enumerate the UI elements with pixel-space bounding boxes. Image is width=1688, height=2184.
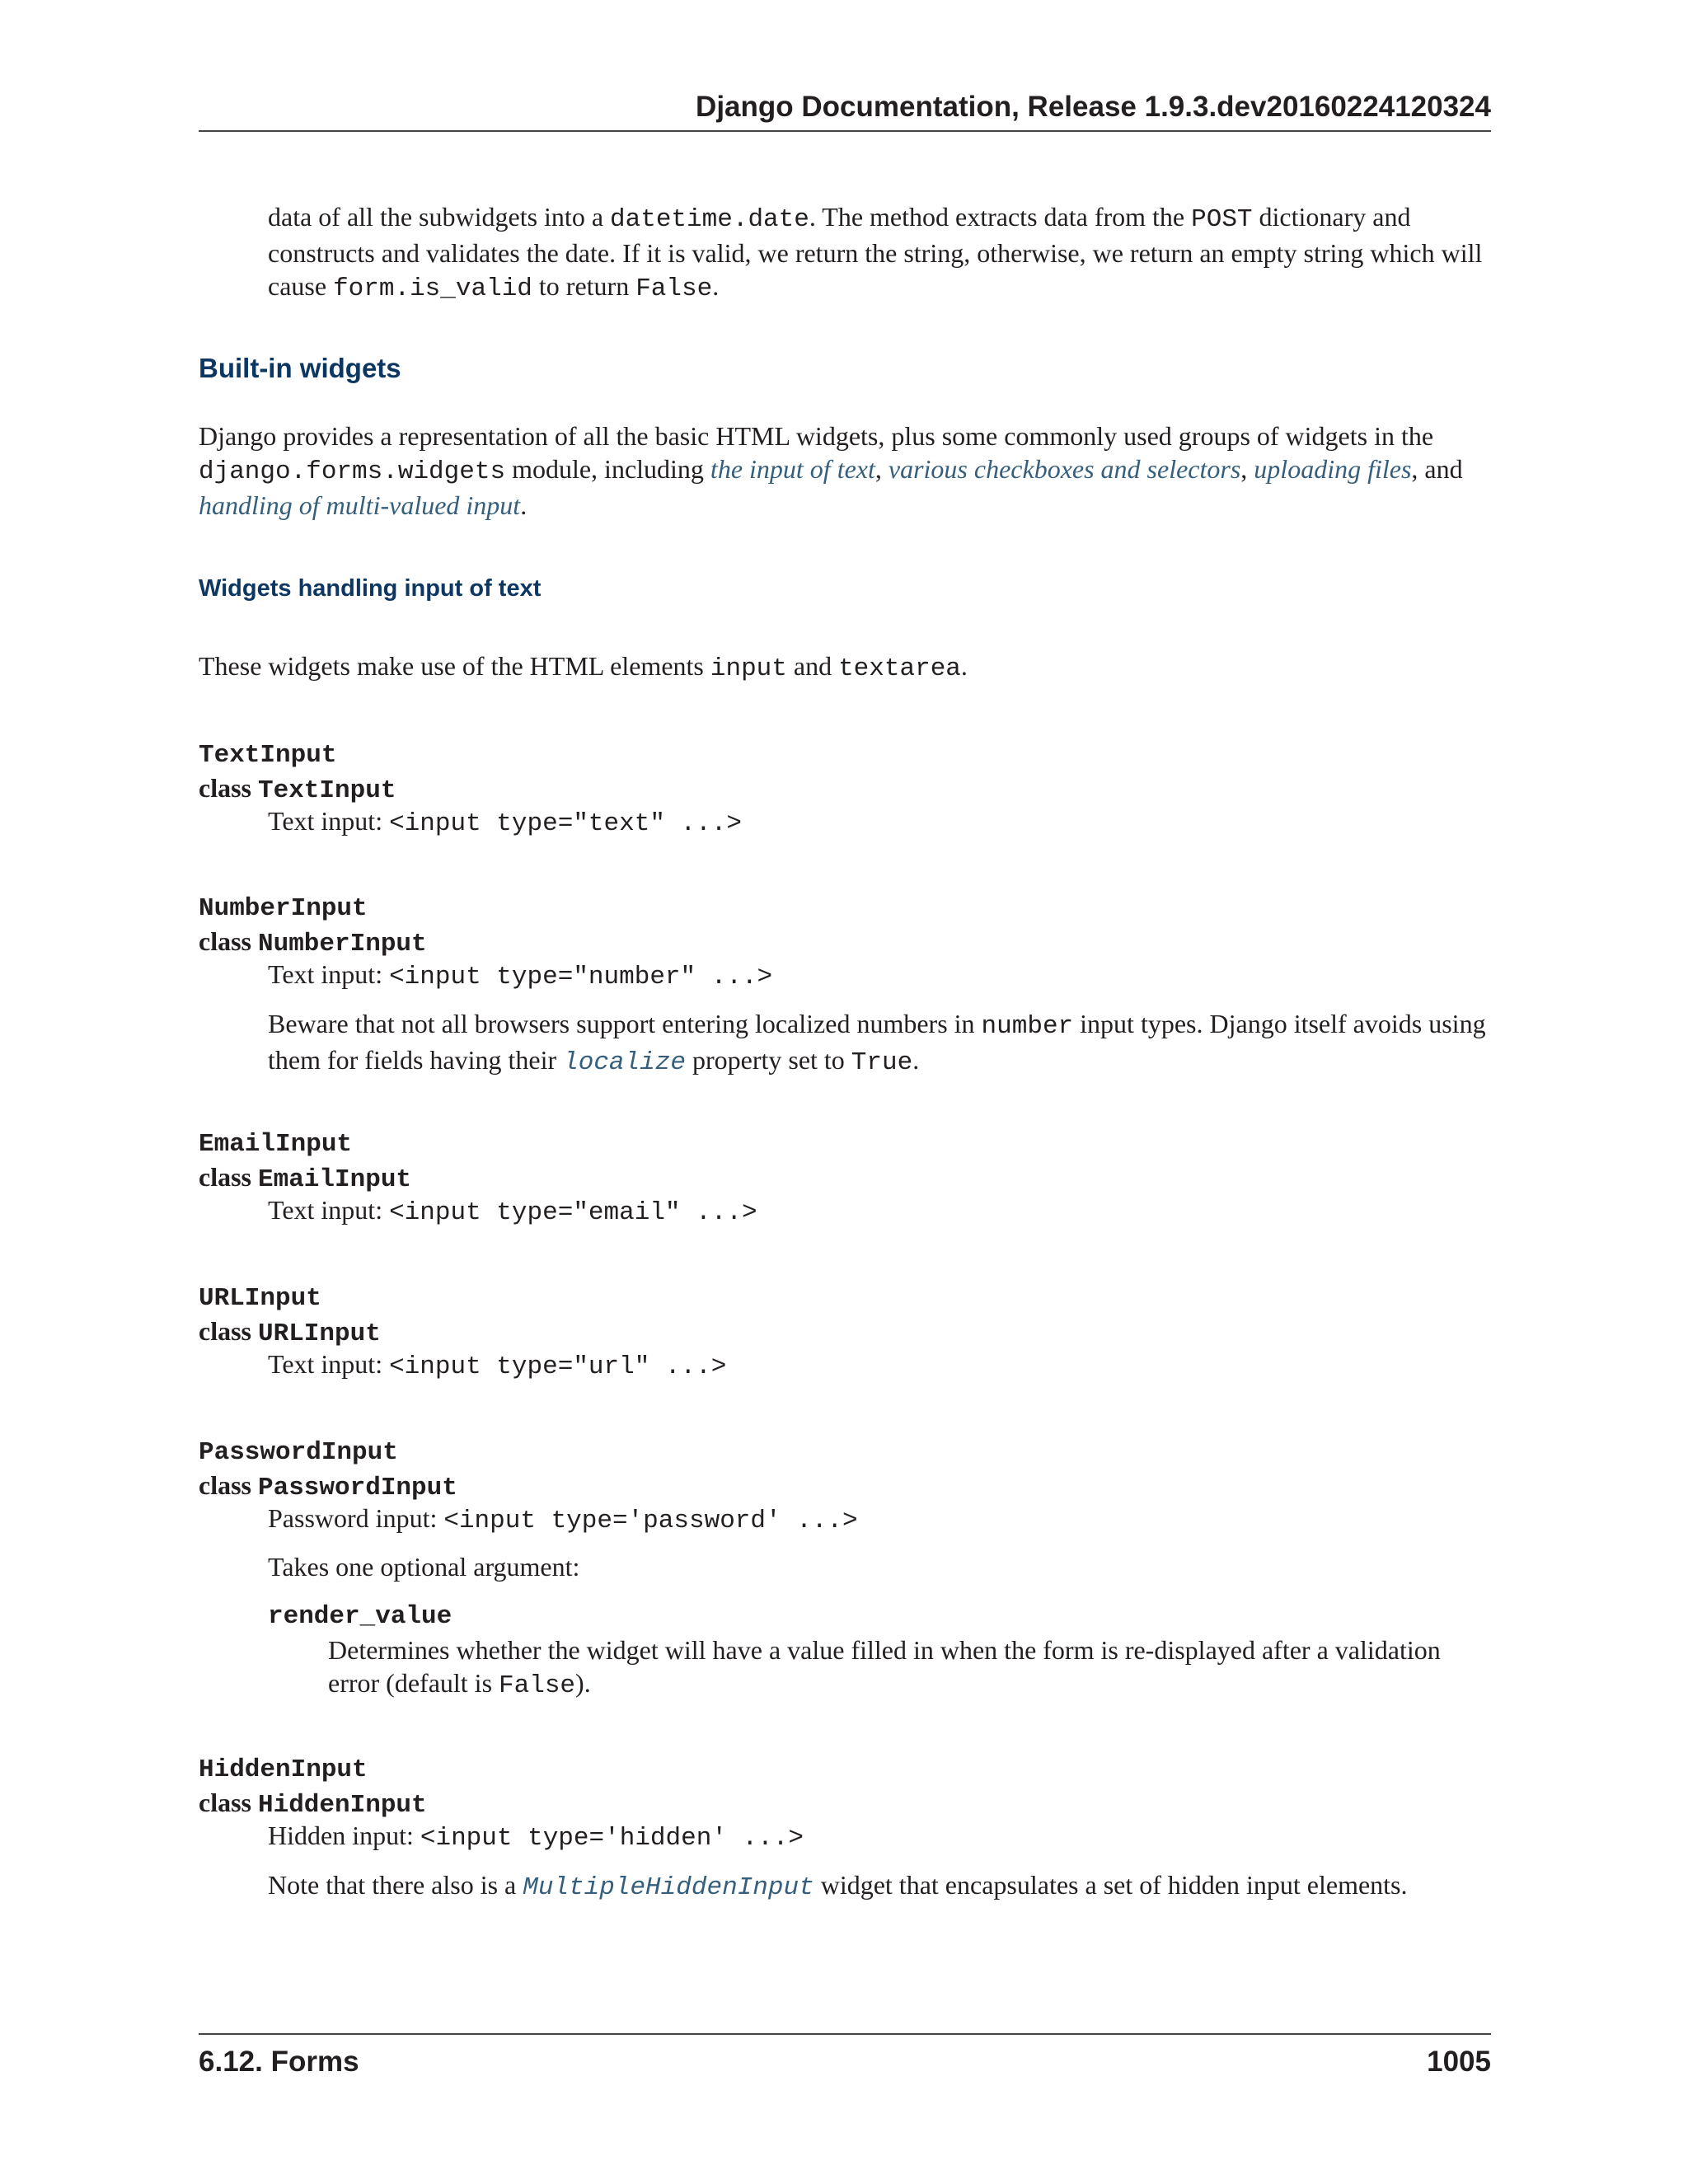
intro-text-2: . The method extracts data from the (809, 202, 1192, 232)
note-text-2: widget that encapsulates a set of hidden input elements. (814, 1870, 1408, 1900)
class-signature-urlinput (199, 1315, 381, 1351)
intro-text-4: to return (532, 271, 636, 301)
page-footer (199, 2033, 1491, 2076)
page-header (199, 91, 1491, 132)
note-text-4: . (912, 1045, 920, 1075)
desc-code: <input type="url" ...> (389, 1352, 727, 1381)
builtin-paragraph (199, 419, 1491, 522)
attr-text-2: ). (575, 1668, 591, 1698)
desc-label: Hidden input: (268, 1821, 420, 1850)
text-section-text-3: . (960, 651, 968, 681)
class-signature-numberinput (199, 925, 427, 961)
text-widgets-heading: Widgets handling input of text (199, 575, 542, 602)
numberinput-note (268, 1007, 1491, 1080)
text-section-text-2: and (786, 651, 839, 681)
attribute-render-value-desc (328, 1633, 1491, 1703)
attr-code-1: False (499, 1671, 576, 1700)
note-text-3: property set to (685, 1045, 851, 1075)
intro-paragraph (268, 200, 1491, 306)
desc-label: Password input: (268, 1503, 444, 1533)
widget-desc-emailinput (268, 1193, 1491, 1230)
widget-title-passwordinput: PasswordInput (199, 1438, 398, 1467)
builtin-text-1: Django provides a representation of all the basic HTML widgets, plus some commonly used groups of widgets in the (199, 421, 1434, 451)
widget-title-emailinput: EmailInput (199, 1130, 353, 1159)
class-keyword: class (199, 926, 251, 956)
widget-desc-textinput (268, 804, 1491, 841)
link-checkboxes-selectors[interactable]: various checkboxes and selectors (888, 454, 1241, 484)
class-name: TextInput (258, 776, 396, 805)
builtin-code-1: django.forms.widgets (199, 457, 506, 486)
link-uploading-files[interactable]: uploading files (1254, 454, 1412, 484)
widget-desc-hiddeninput (268, 1819, 1491, 1855)
footer-section: 6.12. Forms (199, 2046, 359, 2078)
builtin-text-6: . (520, 490, 528, 520)
text-section-code-2: textarea (838, 654, 961, 683)
class-name: PasswordInput (258, 1474, 457, 1502)
attr-text-1: Determines whether the widget will have a value filled in when the form is re-displayed after a validation error (default is (328, 1635, 1441, 1698)
text-widgets-paragraph (199, 649, 1491, 686)
note-code-2: True (851, 1048, 913, 1077)
intro-code-4: False (635, 274, 713, 303)
link-input-of-text[interactable]: the input of text (710, 454, 875, 484)
page-number: 1005 (1427, 2046, 1491, 2078)
desc-code: <input type='password' ...> (443, 1507, 858, 1535)
class-keyword: class (199, 773, 251, 803)
class-keyword: class (199, 1788, 251, 1817)
widget-desc-passwordinput (268, 1502, 1491, 1538)
desc-label: Text input: (268, 1349, 390, 1379)
class-name: HiddenInput (258, 1791, 427, 1820)
intro-code-2: POST (1191, 205, 1253, 234)
intro-code-1: datetime.date (610, 205, 809, 234)
builtin-text-3: , (874, 454, 889, 484)
desc-label: Text input: (268, 959, 390, 989)
intro-text-1: data of all the subwidgets into a (268, 202, 611, 232)
note-text-1: Beware that not all browsers support entering localized numbers in (268, 1009, 982, 1038)
intro-text-5: . (712, 271, 720, 301)
link-localize[interactable]: localize (563, 1048, 686, 1077)
hiddeninput-note (268, 1868, 1491, 1905)
passwordinput-extra: Takes one optional argument: (268, 1552, 580, 1582)
builtin-text-2: module, including (505, 454, 710, 484)
widget-desc-urlinput (268, 1347, 1491, 1384)
builtin-text-5: , and (1411, 454, 1463, 484)
desc-code: <input type='hidden' ...> (420, 1824, 804, 1853)
link-multiplehiddeninput[interactable]: MultipleHiddenInput (523, 1873, 814, 1902)
desc-code: <input type="text" ...> (389, 809, 742, 838)
widget-desc-numberinput (268, 958, 1491, 994)
desc-code: <input type="email" ...> (389, 1198, 757, 1227)
document-title: Django Documentation, Release 1.9.3.dev20160224120324 (696, 91, 1491, 123)
class-signature-emailinput (199, 1160, 411, 1197)
widget-title-hiddeninput: HiddenInput (199, 1755, 368, 1784)
builtin-text-4: , (1240, 454, 1254, 484)
intro-text-3: dictionary and constructs and validates the date. If it is valid, we return the string, otherwise, we return an empty string which will cause (268, 202, 1483, 301)
desc-label: Text input: (268, 806, 390, 836)
class-keyword: class (199, 1470, 251, 1500)
class-signature-textinput (199, 771, 396, 808)
class-name: URLInput (258, 1319, 381, 1348)
widget-title-textinput: TextInput (199, 741, 337, 770)
text-section-code-1: input (710, 654, 787, 683)
class-name: NumberInput (258, 930, 427, 958)
note-code-1: number (981, 1012, 1074, 1041)
note-text-2: input types. Django itself avoids using them for fields having their (268, 1009, 1486, 1075)
note-text-1: Note that there also is a (268, 1870, 523, 1900)
widget-title-numberinput: NumberInput (199, 894, 368, 923)
desc-code: <input type="number" ...> (389, 963, 773, 991)
desc-label: Text input: (268, 1195, 390, 1225)
class-signature-passwordinput (199, 1469, 457, 1505)
link-multi-valued-input[interactable]: handling of multi-valued input (199, 490, 521, 520)
builtin-widgets-heading: Built-in widgets (199, 353, 401, 383)
class-signature-hiddeninput (199, 1786, 427, 1822)
intro-code-3: form.is_valid (333, 274, 532, 303)
class-name: EmailInput (258, 1165, 412, 1194)
class-keyword: class (199, 1162, 251, 1192)
widget-title-urlinput: URLInput (199, 1284, 321, 1313)
attribute-render-value: render_value (268, 1602, 452, 1631)
text-section-text-1: These widgets make use of the HTML elements (199, 651, 710, 681)
class-keyword: class (199, 1316, 251, 1346)
